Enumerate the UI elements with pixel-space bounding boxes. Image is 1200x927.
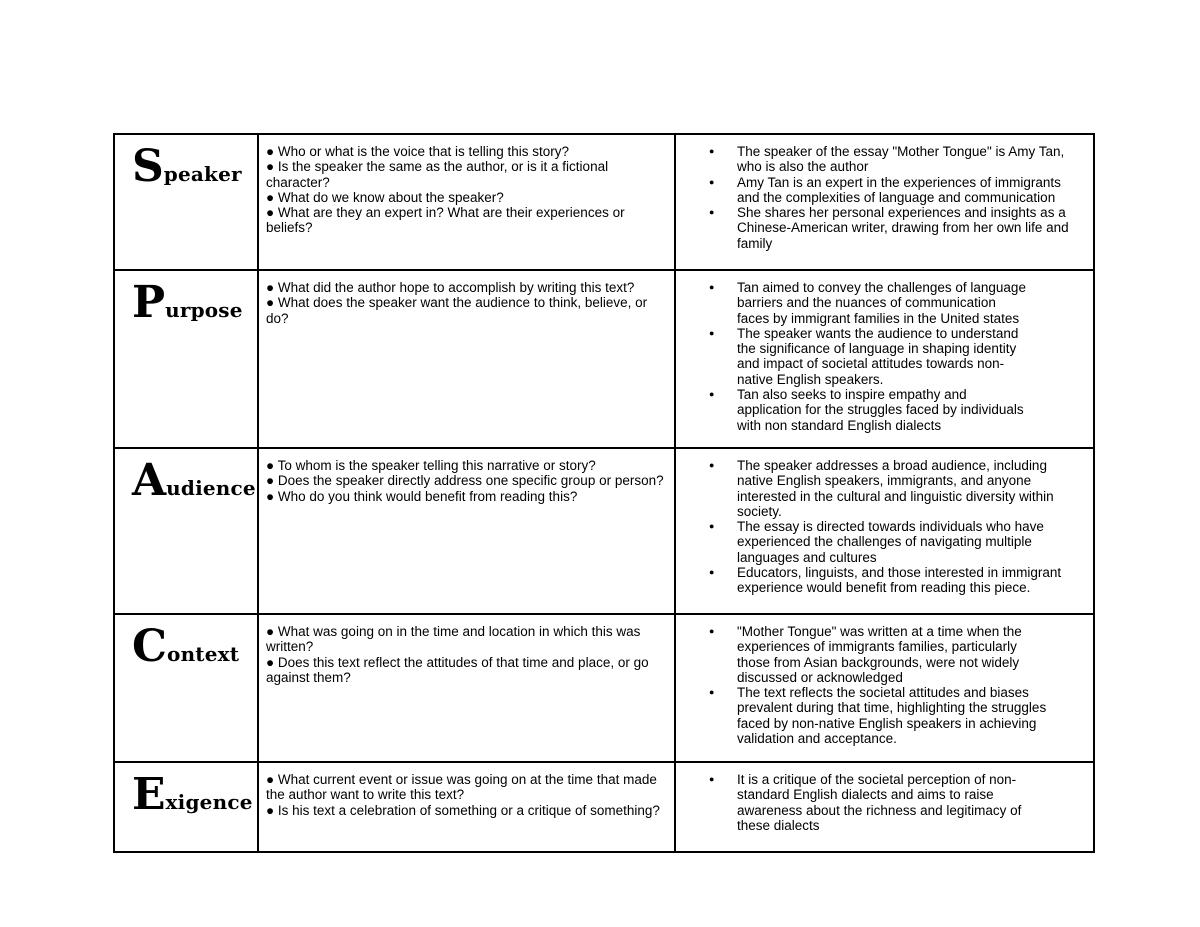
row-audience — [114, 448, 1094, 614]
answer-line: languages and cultures — [737, 549, 877, 565]
row-exigence — [114, 762, 1094, 852]
answer-item — [737, 565, 1083, 596]
answer-line: awareness about the richness and legitimacy of — [737, 802, 1022, 818]
answer-line: ● "Mother Tongue" was written at a time when the — [737, 624, 1022, 639]
answer-item — [737, 685, 1083, 746]
label-cell — [114, 448, 258, 614]
answer-line: those from Asian backgrounds, were not widely — [737, 654, 1020, 670]
answers-cell — [675, 270, 1094, 448]
question-item: ● Does this text reflect the attitudes of that time and place, or go against them? — [266, 654, 649, 685]
answer-line: with non standard English dialects — [737, 417, 942, 433]
answer-item — [737, 387, 1083, 433]
answer-line: and the complexities of language and communication — [737, 189, 1056, 205]
question-item: ● What was going on in the time and location in which this was written? — [266, 624, 641, 655]
answer-line: faces by immigrant families in the United states — [737, 310, 1020, 326]
questions-cell — [258, 134, 675, 270]
answer-item — [737, 624, 1083, 685]
answer-item — [737, 772, 1083, 833]
label-cell — [114, 762, 258, 852]
questions-cell — [258, 270, 675, 448]
answer-line: standard English dialects and aims to raise — [737, 787, 994, 803]
answer-line: ● It is a critique of the societal perception of non- — [737, 772, 1017, 787]
answer-line: ● The essay is directed towards individuals who have — [737, 519, 1044, 535]
answer-line: ● She shares her personal experiences and insights as a — [737, 205, 1066, 221]
answers-cell — [675, 614, 1094, 762]
answer-line: experienced the challenges of navigating multiple — [737, 534, 1032, 550]
questions-cell — [258, 614, 675, 762]
label-rest: urpose — [165, 298, 243, 322]
answers-cell — [675, 762, 1094, 852]
answer-list — [676, 280, 1083, 433]
answer-line: ● Tan aimed to convey the challenges of language — [737, 280, 1026, 295]
row-speaker — [114, 134, 1094, 270]
answer-line: prevalent during that time, highlighting the struggles — [737, 700, 1047, 716]
answer-list — [676, 144, 1083, 251]
question-item: ● To whom is the speaker telling this narrative or story? — [266, 458, 596, 473]
answer-line: experience would benefit from reading this piece. — [737, 580, 1031, 596]
answer-line: society. — [737, 503, 782, 519]
label-rest: ontext — [167, 642, 240, 666]
answer-list — [676, 772, 1083, 833]
answer-line: the significance of language in shaping identity — [737, 341, 1017, 357]
answer-item — [737, 458, 1083, 519]
answer-line: these dialects — [737, 817, 820, 833]
answer-line: ● The text reflects the societal attitudes and biases — [737, 685, 1029, 701]
label-initial: S — [132, 141, 164, 192]
label-initial: A — [132, 455, 167, 506]
answer-list — [676, 458, 1083, 596]
label-rest: xigence — [165, 790, 253, 814]
question-item: ● What do we know about the speaker? — [266, 189, 504, 205]
questions-cell — [258, 448, 675, 614]
label-rest: udience — [166, 476, 256, 500]
answer-line: ● The speaker wants the audience to understand — [737, 325, 1019, 341]
row-label-context — [132, 621, 257, 672]
label-cell — [114, 270, 258, 448]
row-label-purpose — [132, 277, 257, 328]
answer-line: faced by non-native English speakers in achieving — [737, 715, 1037, 731]
answer-line: family — [737, 235, 773, 251]
label-initial: E — [132, 769, 166, 820]
answer-item — [737, 519, 1083, 565]
answer-item — [737, 144, 1083, 175]
question-item: ● What are they an expert in? What are their experiences or beliefs? — [266, 205, 625, 236]
row-label-speaker — [132, 141, 257, 192]
answer-line: ● The speaker of the essay "Mother Tongue" is Amy Tan, — [737, 144, 1065, 159]
soapstone-table — [113, 133, 1095, 853]
answer-line: who is also the author — [737, 159, 869, 175]
row-label-audience — [132, 455, 257, 506]
answer-item — [737, 280, 1083, 326]
answers-cell — [675, 134, 1094, 270]
question-item: ● What current event or issue was going on at the time that made the author want to write this text? — [266, 772, 657, 803]
label-cell — [114, 134, 258, 270]
question-item: ● Does the speaker directly address one specific group or person? — [266, 473, 664, 489]
row-context — [114, 614, 1094, 762]
question-item: ● Who or what is the voice that is telling this story? — [266, 144, 570, 159]
answer-line: ● Educators, linguists, and those interested in immigrant — [737, 565, 1062, 581]
answer-line: native English speakers. — [737, 371, 884, 387]
answer-line: ● Amy Tan is an expert in the experiences of immigrants — [737, 174, 1061, 190]
question-item: ● Is the speaker the same as the author, or is it a fictional character? — [266, 159, 609, 190]
answer-item — [737, 205, 1083, 251]
question-item: ● Who do you think would benefit from reading this? — [266, 488, 578, 504]
answer-line: ● The speaker addresses a broad audience, including — [737, 458, 1047, 473]
answer-line: interested in the cultural and linguistic diversity within — [737, 488, 1054, 504]
question-item: ● What did the author hope to accomplish by writing this text? — [266, 280, 635, 295]
answer-line: application for the struggles faced by individuals — [737, 402, 1024, 418]
row-label-exigence — [132, 769, 257, 820]
answer-list — [676, 624, 1083, 746]
answer-line: experiences of immigrants families, particularly — [737, 639, 1017, 655]
answers-cell — [675, 448, 1094, 614]
answer-line: barriers and the nuances of communication — [737, 295, 996, 311]
question-item: ● What does the speaker want the audience to think, believe, or do? — [266, 295, 648, 326]
label-initial: P — [132, 277, 166, 328]
label-rest: peaker — [163, 162, 242, 186]
question-item: ● Is his text a celebration of something or a critique of something? — [266, 802, 660, 818]
answer-line: native English speakers, immigrants, and anyone — [737, 473, 1032, 489]
row-purpose — [114, 270, 1094, 448]
answer-line: validation and acceptance. — [737, 731, 897, 747]
label-initial: C — [132, 621, 168, 672]
answer-item — [737, 326, 1083, 387]
answer-line: and impact of societal attitudes towards non- — [737, 356, 1005, 372]
answer-line: discussed or acknowledged — [737, 669, 903, 685]
answer-item — [737, 175, 1083, 206]
label-cell — [114, 614, 258, 762]
questions-cell — [258, 762, 675, 852]
answer-line: Chinese-American writer, drawing from her own life and — [737, 220, 1069, 236]
answer-line: ● Tan also seeks to inspire empathy and — [737, 387, 967, 403]
